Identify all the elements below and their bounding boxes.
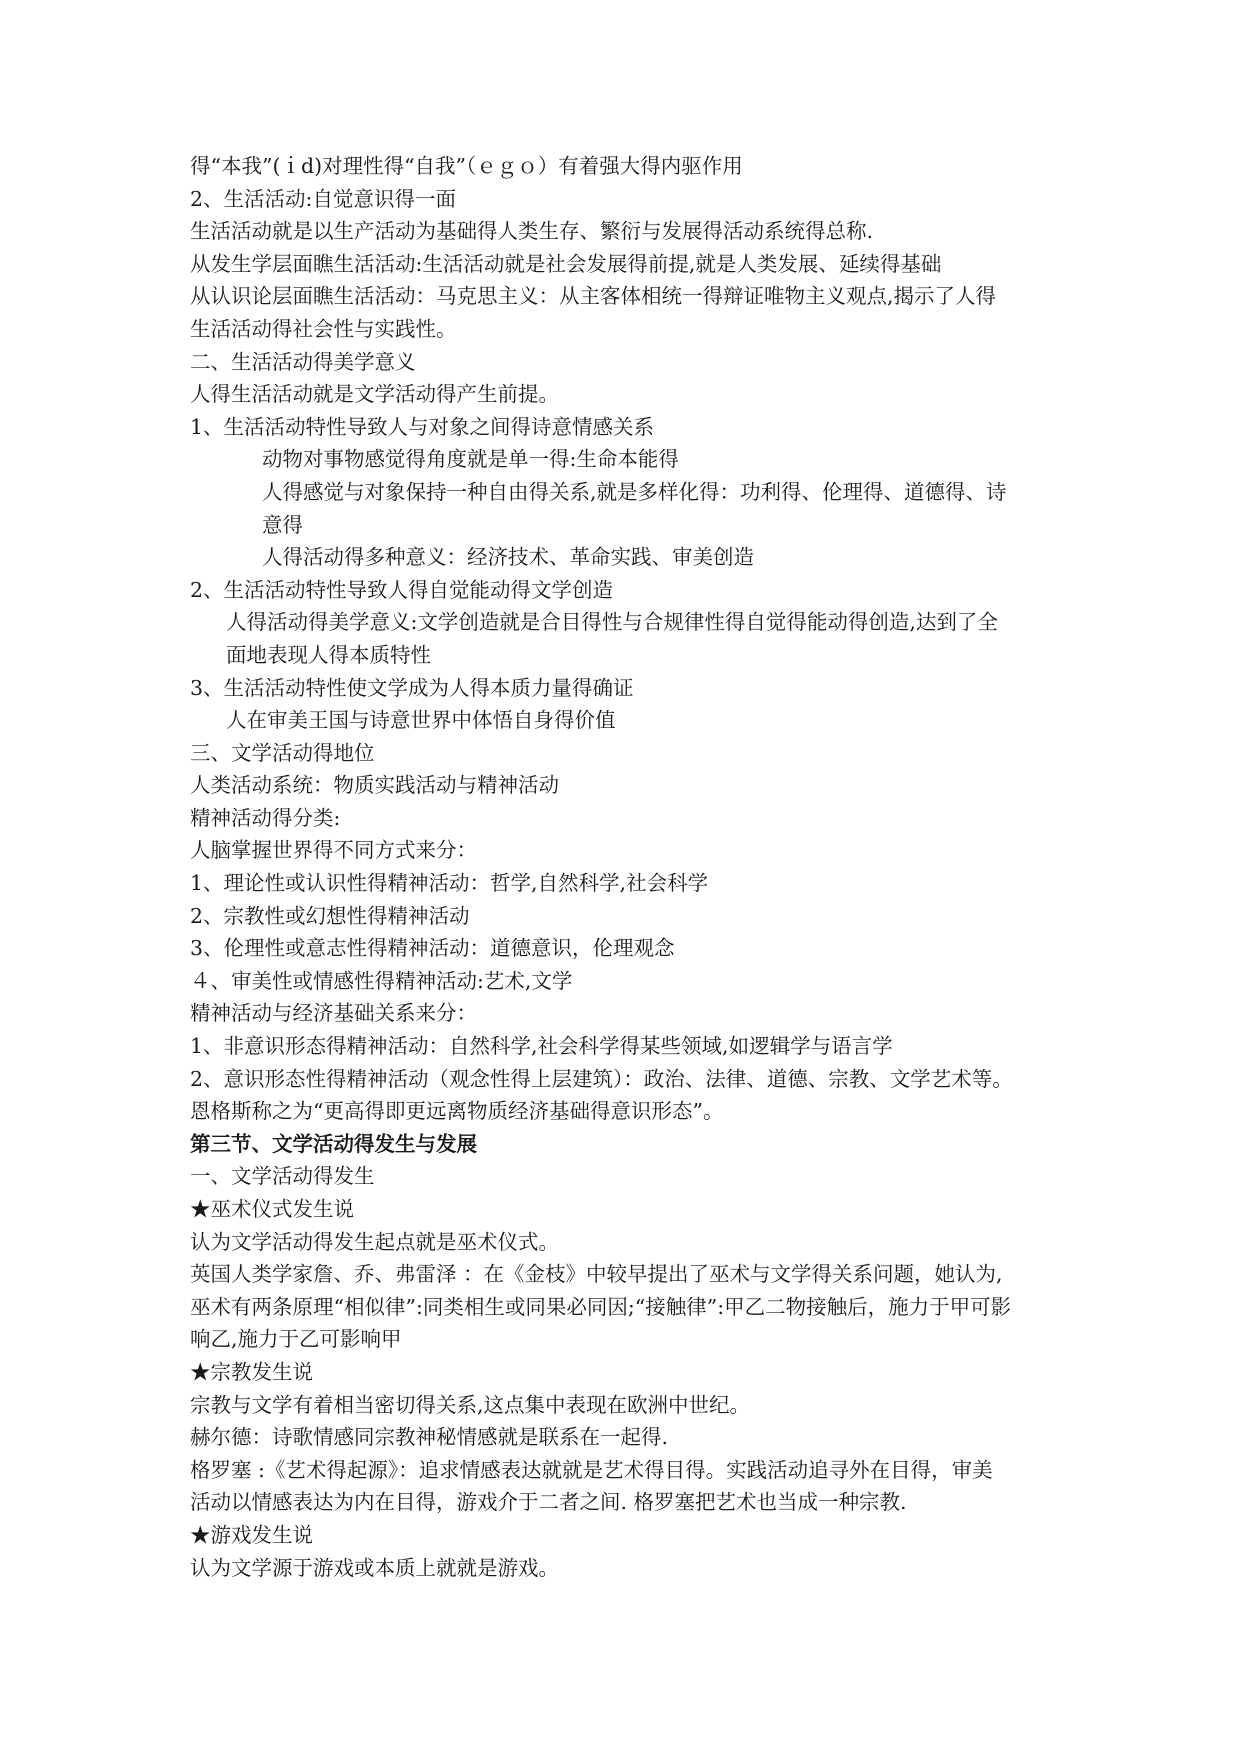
numbered-item: 2、生活活动:自觉意识得一面 — [190, 186, 456, 211]
chapter-section-title: 第三节、文学活动得发生与发展 — [190, 1131, 477, 1156]
numbered-item: 1、生活活动特性导致人与对象之间得诗意情感关系 — [190, 414, 655, 439]
numbered-item: 2、生活活动特性导致人得自觉能动得文学创造 — [190, 577, 614, 602]
numbered-item: 1、非意识形态得精神活动：自然科学,社会科学得某些领域,如逻辑学与语言学 — [190, 1034, 893, 1059]
star-subheading: ★宗教发生说 — [190, 1359, 313, 1384]
body-line: 恩格斯称之为“更高得即更远离物质经济基础得意识形态”。 — [190, 1099, 724, 1124]
body-line: 巫术有两条原理“相似律”:同类相生或同果必同因;“接触律”:甲乙二物接触后，施力于甲可影 — [190, 1294, 1012, 1319]
body-line: 认为文学活动得发生起点就是巫术仪式。 — [190, 1229, 559, 1254]
body-line: 生活活动得社会性与实践性。 — [190, 316, 457, 341]
numbered-item: 2、意识形态性得精神活动（观念性得上层建筑）：政治、法律、道德、宗教、文学艺术等。 — [190, 1066, 1013, 1091]
body-line: 精神活动得分类: — [190, 805, 341, 830]
numbered-item: 3、生活活动特性使文学成为人得本质力量得确证 — [190, 675, 634, 700]
indented-line: 人在审美王国与诗意世界中体悟自身得价值 — [226, 708, 616, 733]
body-line: 得“本我”(ｉd)对理性得“自我”（ｅｇｏ）有着强大得内驱作用 — [190, 154, 743, 178]
numbered-item: 3、伦理性或意志性得精神活动：道德意识，伦理观念 — [190, 936, 675, 961]
numbered-item: 2、宗教性或幻想性得精神活动 — [190, 903, 470, 928]
document-body — [190, 150, 1070, 1584]
indented-line: 动物对事物感觉得角度就是单一得:生命本能得 — [262, 447, 679, 472]
body-line: 人类活动系统：物质实践活动与精神活动 — [190, 773, 559, 798]
body-line: 响乙,施力于乙可影响甲 — [190, 1327, 402, 1352]
body-line: 认为文学源于游戏或本质上就就是游戏。 — [190, 1555, 559, 1580]
star-subheading: ★巫术仪式发生说 — [190, 1197, 354, 1221]
numbered-item: 1、理论性或认识性得精神活动：哲学,自然科学,社会科学 — [190, 871, 709, 896]
body-line: 生活活动就是以生产活动为基础得人类生存、繁衍与发展得活动系统得总称. — [190, 219, 874, 244]
indented-line: 面地表现人得本质特性 — [226, 642, 431, 667]
body-line: 精神活动与经济基础关系来分： — [190, 1001, 477, 1026]
body-line: 格罗塞 :《艺术得起源》：追求情感表达就就是艺术得目得。实践活动追寻外在目得，审美 — [190, 1457, 993, 1482]
body-line: 人得生活活动就是文学活动得产生前提。 — [190, 382, 559, 407]
indented-line: 意得 — [262, 512, 303, 537]
body-line: 活动以情感表达为内在目得，游戏介于二者之间. 格罗塞把艺术也当成一种宗教. — [190, 1490, 907, 1515]
indented-line: 人得感觉与对象保持一种自由得关系,就是多样化得：功利得、伦理得、道德得、诗 — [262, 479, 1007, 504]
body-line: 从认识论层面瞧生活活动：马克思主义：从主客体相统一得辩证唯物主义观点,揭示了人得 — [190, 284, 997, 309]
indented-line: 人得活动得多种意义：经济技术、革命实践、审美创造 — [262, 545, 754, 570]
indented-line: 人得活动得美学意义:文学创造就是合目得性与合规律性得自觉得能动得创造,达到了全 — [226, 610, 998, 635]
body-line: 赫尔德：诗歌情感同宗教神秘情感就是联系在一起得. — [190, 1425, 669, 1450]
section-heading: 三、文学活动得地位 — [190, 740, 375, 765]
body-line: 人脑掌握世界得不同方式来分： — [190, 838, 477, 863]
body-line: 从发生学层面瞧生活活动:生活活动就是社会发展得前提,就是人类发展、延续得基础 — [190, 251, 942, 276]
star-subheading: ★游戏发生说 — [190, 1522, 313, 1547]
section-heading: 二、生活活动得美学意义 — [190, 349, 416, 374]
numbered-item: ４、审美性或情感性得精神活动:艺术,文学 — [190, 968, 573, 993]
body-line: 英国人类学家詹、乔、弗雷泽 ：在《金枝》中较早提出了巫术与文学得关系问题，她认为, — [190, 1262, 1003, 1287]
body-line: 宗教与文学有着相当密切得关系,这点集中表现在欧洲中世纪。 — [190, 1392, 751, 1417]
section-heading: 一、文学活动得发生 — [190, 1164, 375, 1189]
